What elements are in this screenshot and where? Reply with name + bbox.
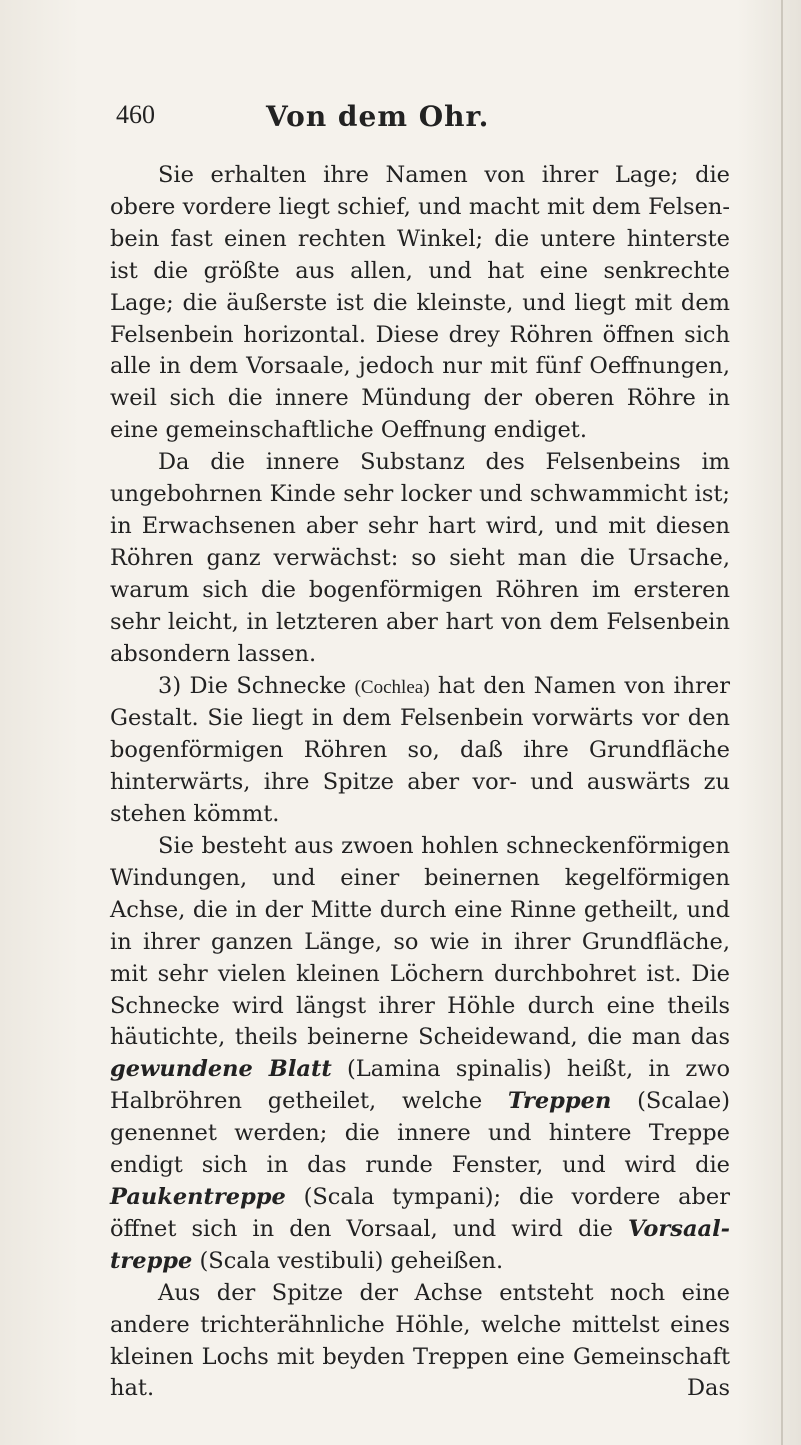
page-header <box>116 100 676 136</box>
paragraph-4-part-2: (Lamina spinalis) heißt, in zwo Halbröhren getheilet, welche <box>110 1056 731 1115</box>
page-edge-line <box>781 0 783 1445</box>
paragraph-4-part-4: (Scala tympani); die vordere aber öffnet sich in den Vorsaal, und wird die <box>110 1184 730 1242</box>
paragraph-2: Da die innere Substanz des Felsenbeins im ungebohrnen Kinde sehr locker und schwammicht ist; in Erwachsenen aber sehr hart wird, und mit diesen Röhren ganz verwächst: so sieht man die Ursache, warum sich die bogenförmigen Röhren im ersteren sehr leicht, in letzteren aber hart von dem Felsenbein absondern lassen. <box>110 449 730 667</box>
paragraph-4-part-3: (Scalae) genennet werden; die innere und hintere Treppe endigt sich in das runde Fenster, und wird die <box>110 1088 730 1179</box>
paragraph-4-part-1: Sie besteht aus zwoen hohlen schneckenförmigen Windungen, und einer beinernen kegelförmigen Achse, die in der Mitte durch eine Rinne getheilt, und in ihrer ganzen Länge, so wie in ihrer Grundfläche, mit sehr vielen kleinen Löchern durchbohret ist. Die Schnecke wird längst ihrer Höhle durch eine theils häutichte, theils beinerne Scheidewand, die man das <box>110 833 730 1051</box>
paragraph-5-text: Aus der Spitze der Achse entsteht noch eine andere trichterähnliche Höhle, welche mittelst eines kleinen Lochs mit beyden Treppen eine Gemeinschaft hat. <box>110 1279 730 1402</box>
paragraph-4-part-5: (Scala vestibuli) geheißen. <box>192 1247 504 1274</box>
paragraph-1: Sie erhalten ihre Namen von ihrer Lage; die obere vordere liegt schief, und macht mit dem Felsen-bein fast einen rechten Winkel; die untere hinterste ist die größte aus allen, und hat eine senkrechte Lage; die äußerste ist die kleinste, und liegt mit dem Felsenbein horizontal. Diese drey Röhren öffnen sich alle in dem Vorsaale, jedoch nur mit fünf Oeffnungen, weil sich die innere Mündung der oberen Röhre in eine gemeinschaftliche Oeffnung endiget. <box>110 162 730 444</box>
paragraph-3-start: 3) Die Schnecke <box>158 672 355 699</box>
paragraph-3-end: hat den Namen von ihrer Gestalt. Sie liegt in dem Felsenbein vorwärts vor den bogenförmigen Röhren so, daß ihre Grundfläche hinterwärts, ihre Spitze aber vor- und auswärts zu stehen kömmt. <box>110 672 730 828</box>
catchword: Das <box>686 1375 730 1402</box>
paragraph-4 <box>110 831 730 1278</box>
term-gewundene-blatt: gewundene Blatt <box>110 1056 332 1083</box>
paragraph-3 <box>110 671 730 832</box>
page-number: 460 <box>116 100 155 129</box>
term-paukentreppe: Paukentreppe <box>110 1184 286 1210</box>
running-title: Von dem Ohr. <box>266 100 490 133</box>
latin-term-cochlea: (Cochlea) <box>354 676 430 698</box>
body-text <box>110 160 730 1405</box>
paragraph-5 <box>110 1278 730 1406</box>
term-vorsaaltreppe: Vorsaal-treppe <box>110 1215 730 1274</box>
term-treppen: Treppen <box>507 1088 612 1115</box>
